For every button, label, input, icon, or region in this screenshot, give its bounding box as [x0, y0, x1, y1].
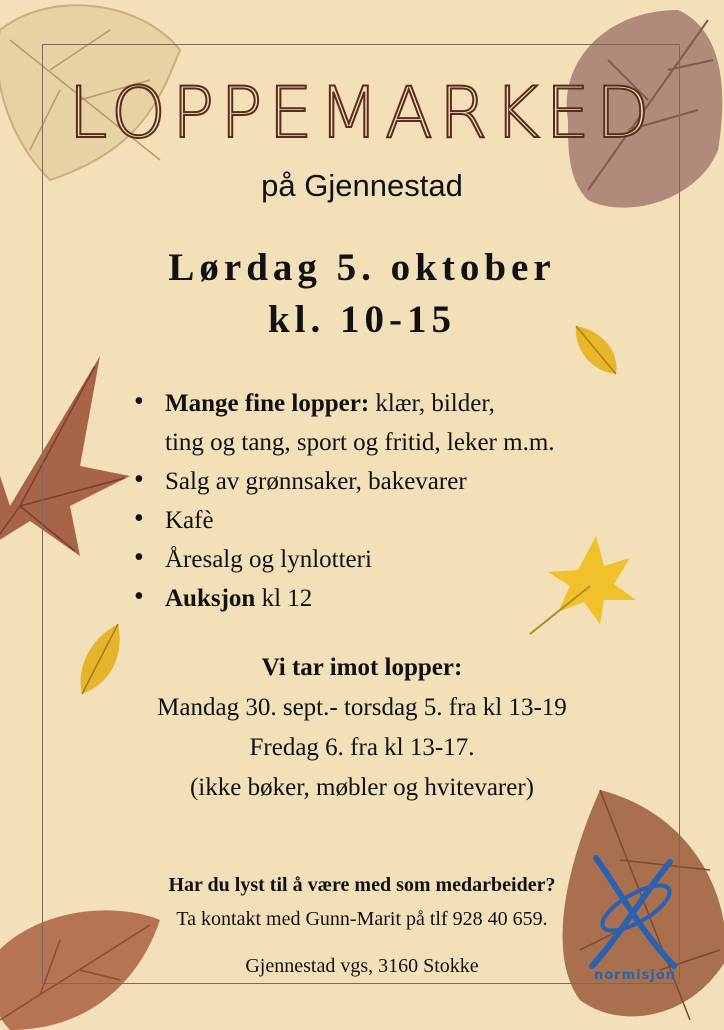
list-item-text: Salg av grønnsaker, bakevarer: [165, 468, 467, 495]
event-date: [0, 242, 724, 346]
list-item: [134, 501, 654, 540]
volunteer-question: Har du lyst til å være med som medarbeider?: [168, 874, 556, 896]
logo-wordmark: normisjon: [594, 968, 676, 983]
list-item: [134, 384, 654, 423]
list-item-continuation: [134, 423, 654, 462]
list-item: [134, 540, 654, 579]
address: Gjennestad vgs, 3160 Stokke: [245, 955, 479, 977]
drop-off-line: Fredag 6. fra kl 13-17.: [249, 734, 475, 761]
drop-off-heading: Vi tar imot lopper:: [261, 654, 463, 681]
page-subtitle: på Gjennestad: [261, 168, 463, 203]
list-item-text: ting og tang, sport og fritid, leker m.m.: [165, 429, 555, 456]
list-item: [134, 462, 654, 501]
list-item-text: kl 12: [255, 585, 313, 612]
list-item: [134, 579, 654, 618]
contact-line: Ta kontakt med Gunn-Marit på tlf 928 40 659.: [176, 908, 548, 930]
event-time: kl. 10-15: [267, 298, 456, 341]
list-item-text: Kafè: [165, 507, 214, 534]
list-item-text: klær, bilder,: [369, 390, 495, 417]
event-day: Lørdag 5. oktober: [168, 246, 556, 289]
drop-off-info: [0, 648, 724, 808]
feature-list: [134, 384, 654, 618]
drop-off-line: Mandag 30. sept.- torsdag 5. fra kl 13-19: [157, 694, 567, 721]
list-item-text: Åresalg og lynlotteri: [165, 546, 372, 573]
drop-off-note: (ikke bøker, møbler og hvitevarer): [189, 774, 534, 801]
list-item-bold: Mange fine lopper:: [165, 390, 370, 417]
list-item-bold: Auksjon: [165, 585, 256, 612]
normisjon-logo-icon: [578, 848, 688, 988]
page-title: LOPPEMARKED: [68, 72, 656, 154]
